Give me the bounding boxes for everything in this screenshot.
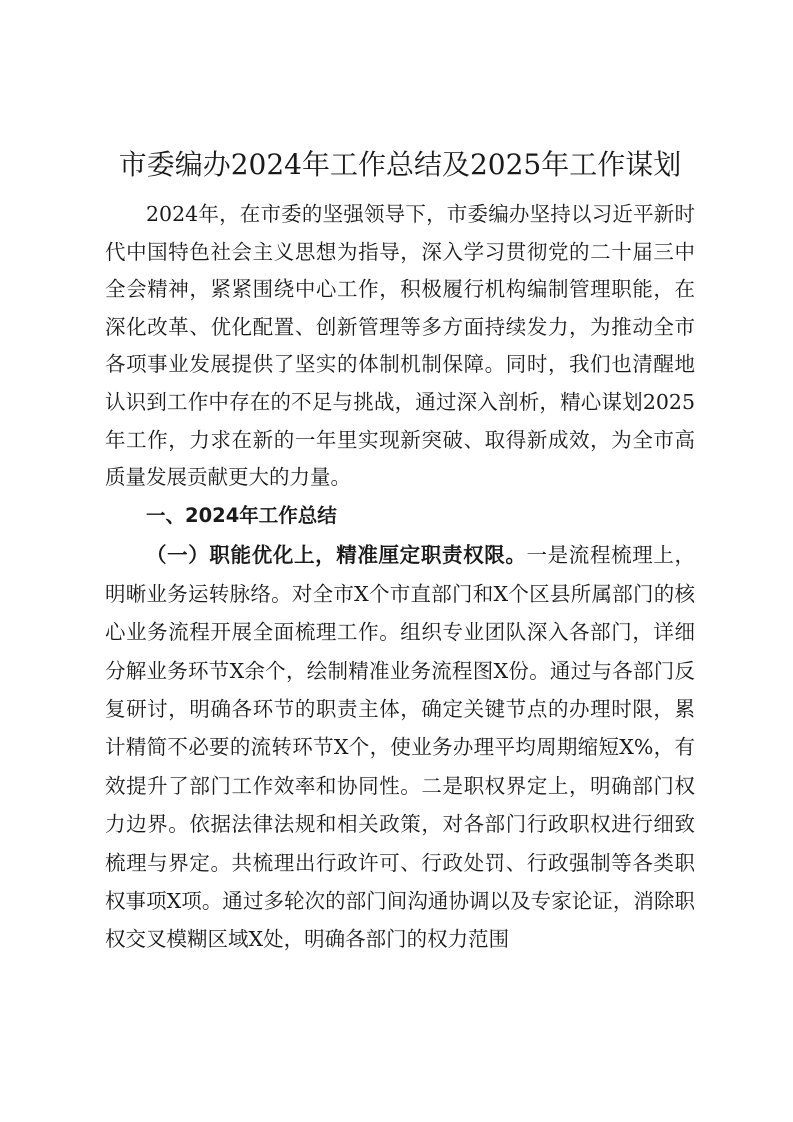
document-body xyxy=(105,196,695,959)
intro-paragraph: 2024年，在市委的坚强领导下，市委编办坚持以习近平新时代中国特色社会主义思想为指导，深入学习贯彻党的二十届三中全会精神，紧紧围绕中心工作，积极履行机构编制管理职能，在深化改革、优化配置、创新管理等多方面持续发力，为推动全市各项事业发展提供了坚实的体制机制保障。同时，我们也清醒地认识到工作中存在的不足与挑战，通过深入剖析，精心谋划2025年工作，力求在新的一年里实现新突破、取得新成效，为全市高质量发展贡献更大的力量。 xyxy=(105,202,695,490)
subsection-body: 一是流程梳理上，明晰业务运转脉络。对全市X个市直部门和X个区县所属部门的核心业务流程开展全面梳理工作。组织专业团队深入各部门，详细分解业务环节X余个，绘制精准业务流程图X份。通过与各部门反复研讨，明确各环节的职责主体，确定关键节点的办理时限，累计精简不必要的流转环节X个，使业务办理平均周期缩短X%，有效提升了部门工作效率和协同性。二是职权界定上，明确部门权力边界。依据法律法规和相关政策，对各部门行政职权进行细致梳理与界定。共梳理出行政许可、行政处罚、行政强制等各类职权事项X项。通过多轮次的部门间沟通协调以及专家论证，消除职权交叉模糊区域X处，明确各部门的权力范围 xyxy=(105,543,696,952)
subsection-lead: （一）职能优化上，精准厘定职责权限。 xyxy=(146,543,527,568)
section-heading: 一、2024年工作总结 xyxy=(146,503,337,527)
subsection-paragraph xyxy=(105,536,695,958)
document-title: 市委编办2024年工作总结及2025年工作谋划 xyxy=(118,148,682,181)
